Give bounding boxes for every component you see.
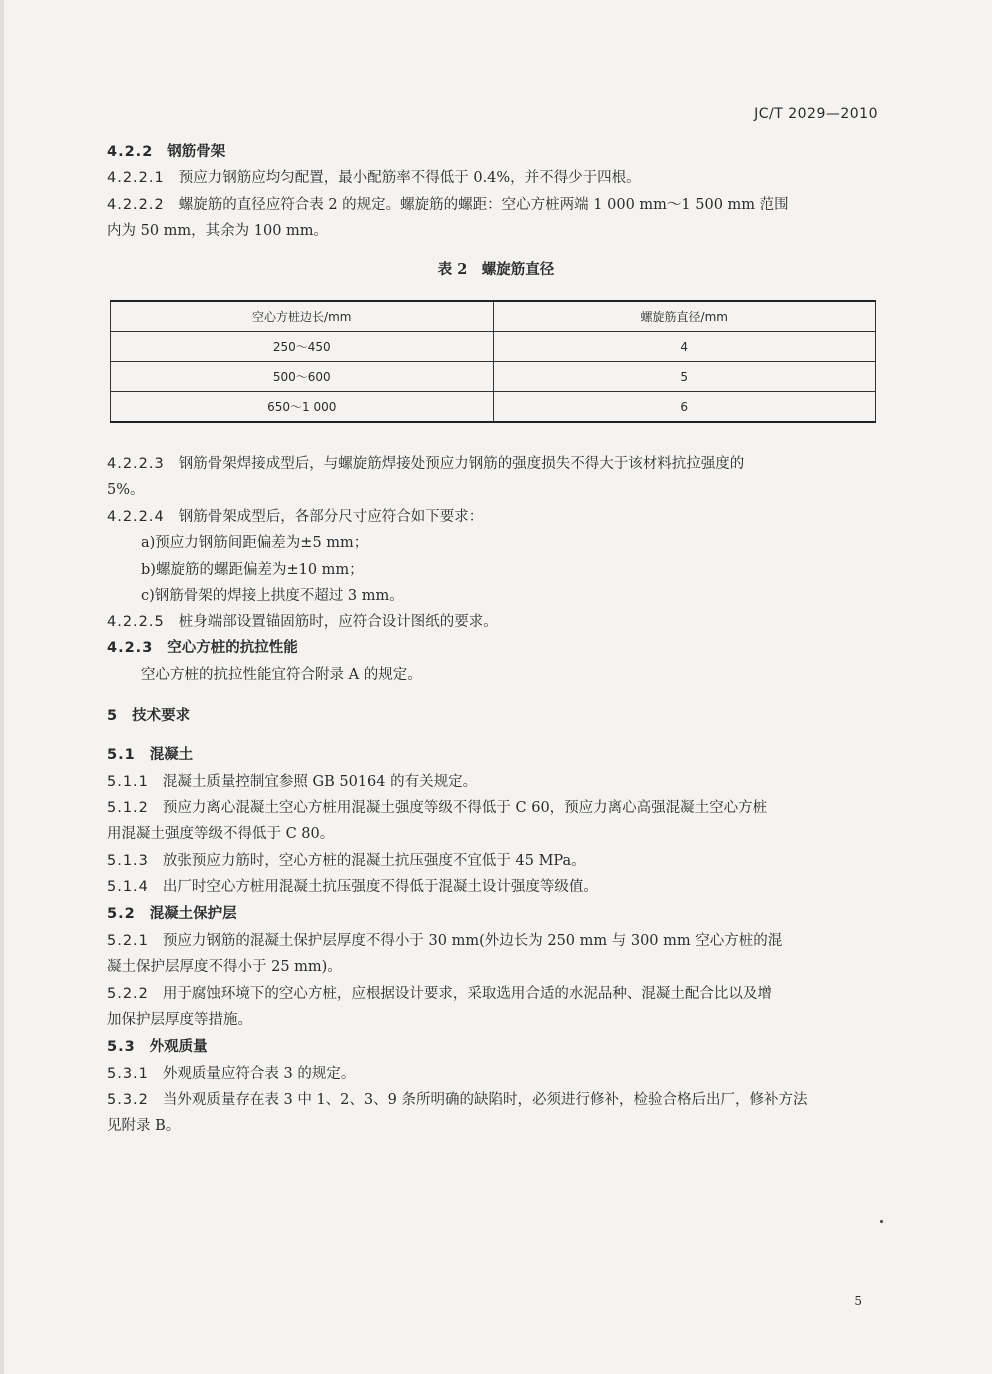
clause-4-2-2-1: 4.2.2.1 预应力钢筋应均匀配置，最小配筋率不得低于 0.4%，并不得少于四根。 <box>107 170 641 186</box>
clause-4-2-2-5: 4.2.2.5 桩身端部设置锚固筋时，应符合设计图纸的要求。 <box>107 614 498 630</box>
chapter-heading-5: 5 技术要求 <box>107 707 191 724</box>
clause-4-2-2-4: 4.2.2.4 钢筋骨架成型后，各部分尺寸应符合如下要求： <box>107 509 484 525</box>
table-cell: 650～1 000 <box>111 392 494 423</box>
table-cell: 250～450 <box>111 332 494 362</box>
clause-4-2-2-2-cont: 内为 50 mm，其余为 100 mm。 <box>107 223 329 239</box>
list-item: a)预应力钢筋间距偏差为±5 mm； <box>141 535 369 551</box>
section-heading-4-2-2: 4.2.2 钢筋骨架 <box>107 143 226 160</box>
clause-5-1-3: 5.1.3 放张预应力筋时，空心方桩的混凝土抗压强度不宜低于 45 MPa。 <box>107 853 586 869</box>
table-cell: 4 <box>493 332 876 362</box>
clause-5-3-1: 5.3.1 外观质量应符合表 3 的规定。 <box>107 1066 356 1082</box>
section-heading-5-1: 5.1 混凝土 <box>107 746 194 763</box>
page-number: 5 <box>854 1294 862 1308</box>
clause-5-3-2-cont: 见附录 B。 <box>107 1118 181 1134</box>
clause-5-1-4: 5.1.4 出厂时空心方桩用混凝土抗压强度不得低于混凝土设计强度等级值。 <box>107 879 598 895</box>
section-heading-5-2: 5.2 混凝土保护层 <box>107 905 237 922</box>
table-row <box>111 362 876 392</box>
table-row <box>111 392 876 423</box>
spiral-diameter-table <box>110 300 876 423</box>
clause-4-2-2-3-cont: 5%。 <box>107 482 145 498</box>
column-header: 螺旋筋直径/mm <box>493 301 876 332</box>
table-row <box>111 332 876 362</box>
table-caption: 表 2 螺旋筋直径 <box>437 261 555 278</box>
table-cell: 500～600 <box>111 362 494 392</box>
clause-5-2-1: 5.2.1 预应力钢筋的混凝土保护层厚度不得小于 30 mm(外边长为 250 mm 与 300 mm 空心方桩的混 <box>107 933 783 949</box>
table-cell: 5 <box>493 362 876 392</box>
table-cell: 6 <box>493 392 876 423</box>
column-header: 空心方桩边长/mm <box>111 301 494 332</box>
clause-4-2-3-text: 空心方桩的抗拉性能宜符合附录 A 的规定。 <box>141 667 422 683</box>
clause-5-2-2-cont: 加保护层厚度等措施。 <box>107 1012 252 1028</box>
clause-5-3-2: 5.3.2 当外观质量存在表 3 中 1、2、3、9 条所明确的缺陷时，必须进行修补，检验合格后出厂，修补方法 <box>107 1092 808 1108</box>
scan-edge <box>0 0 4 1374</box>
clause-5-1-1: 5.1.1 混凝土质量控制宜参照 GB 50164 的有关规定。 <box>107 774 478 790</box>
list-item: c)钢筋骨架的焊接上拱度不超过 3 mm。 <box>141 588 404 604</box>
scan-speck <box>880 1220 883 1223</box>
section-heading-5-3: 5.3 外观质量 <box>107 1038 208 1055</box>
clause-5-1-2: 5.1.2 预应力离心混凝土空心方桩用混凝土强度等级不得低于 C 60，预应力离心高强混凝土空心方桩 <box>107 800 768 816</box>
clause-5-1-2-cont: 用混凝土强度等级不得低于 C 80。 <box>107 826 335 842</box>
list-item: b)螺旋筋的螺距偏差为±10 mm； <box>141 562 364 578</box>
standard-code: JC/T 2029—2010 <box>754 106 878 122</box>
section-heading-4-2-3: 4.2.3 空心方桩的抗拉性能 <box>107 639 298 656</box>
clause-4-2-2-2: 4.2.2.2 螺旋筋的直径应符合表 2 的规定。螺旋筋的螺距：空心方桩两端 1 000 mm～1 500 mm 范围 <box>107 197 789 213</box>
clause-5-2-1-cont: 凝土保护层厚度不得小于 25 mm)。 <box>107 959 342 975</box>
clause-4-2-2-3: 4.2.2.3 钢筋骨架焊接成型后，与螺旋筋焊接处预应力钢筋的强度损失不得大于该材料抗拉强度的 <box>107 456 745 472</box>
clause-5-2-2: 5.2.2 用于腐蚀环境下的空心方桩，应根据设计要求，采取选用合适的水泥品种、混凝土配合比以及增 <box>107 986 772 1002</box>
table-header-row <box>111 301 876 332</box>
